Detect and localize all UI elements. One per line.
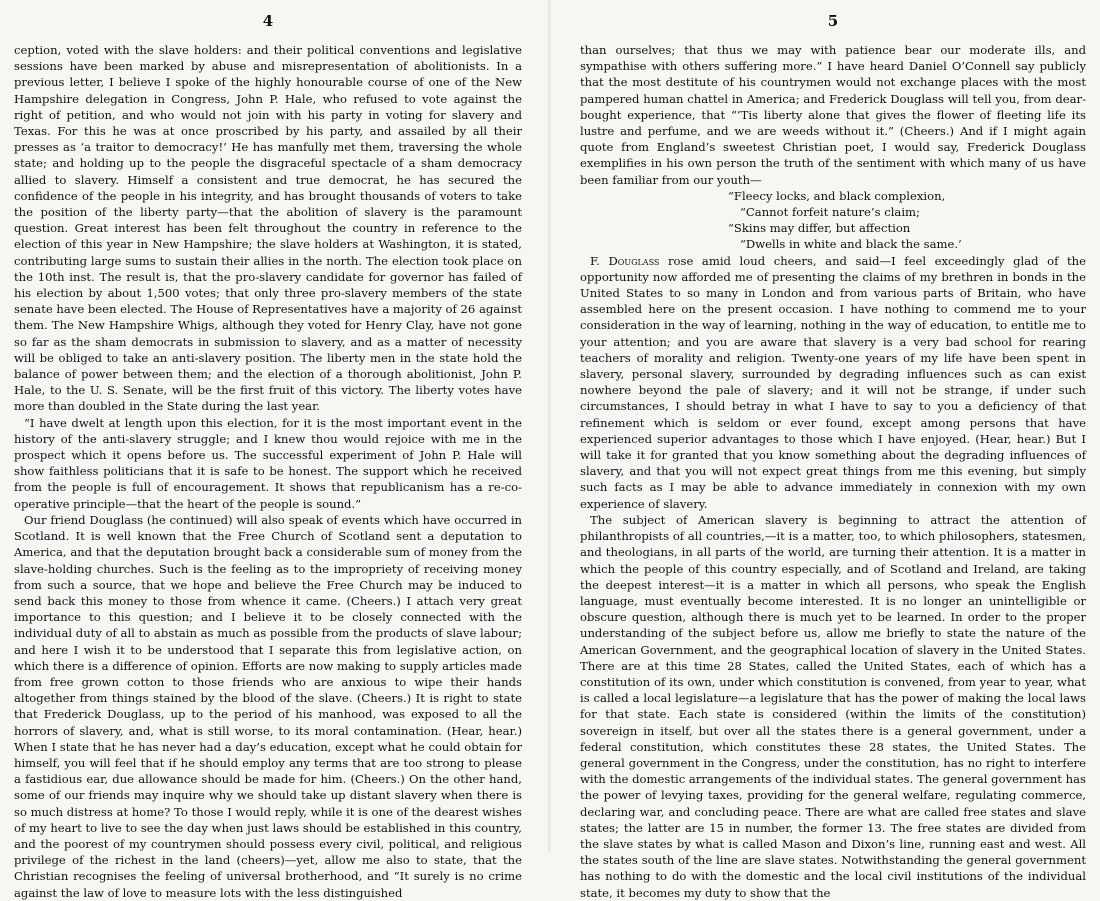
verse-line: “Dwells in white and black the same.’: [740, 237, 962, 252]
paragraph: Our friend Douglass (he continued) will also speak of events which have occurred in Scotland. It is well known that the Free Church of Scotland sent a deputation to America, and that the deputation brought back a considerable sum of money from the slave-holding churches. Such is the feeling as to the impropriety of receiving money from such a source, that we hope and believe the Free Church may be induced to send back this money to those from whence it came. (Cheers.) I attach very great importance to this question; and I believe it to be closely connected with the individual duty of all to abstain as much as possible from the products of slave labour; and here I wish it to be understood that I separate this from legislative action, on which there is a difference of opinion. Efforts are now making to supply articles made from free grown cotton to those friends who are anxious to wipe their hands altogether from things stained by the blood of the slave. (Cheers.) It is right to state that Frederick Douglass, up to the period of his manhood, was exposed to all the horrors of slavery, and, what is still worse, to its moral contamination. (Hear, hear.) When I state that he has never had a day’s education, except what he could obtain for himself, you will feel that if he should employ any terms that are too strong to please a fastidious ear, due allowance should be made for him. (Cheers.) On the other hand, some of our friends may inquire why we should take up distant slavery when there is so much distress at home? To those I would reply, while it is one of the dearest wishes of my heart to live to see the day when just laws should be established in this country, and the poorest of my countrymen should possess every civil, political, and religious privilege of the richest in the land (cheers)—yet, allow me also to state, that the Christian recognises the feeling of universal brotherhood, and “It surely is no crime against the law of love to measure lots with the less distinguished: [14, 512, 522, 900]
verse-line: “Cannot forfeit nature’s claim;: [740, 205, 920, 220]
paragraph: [580, 253, 1086, 512]
paragraph: The subject of American slavery is beginning to attract the attention of philanthropists of all countries,—it is a matter, too, to which philosophers, statesmen, and theologians, in all parts of the world, are turning their attention. It is a matter in which the people of this country especially, and of Scotland and Ireland, are taking the deepest interest—it is a matter in which all persons, who speak the English language, must eventually become interested. It is no longer an unintelligible or obscure question, although there is much yet to be learned. In order to the proper understanding of the subject before us, allow me briefly to state the nature of the American Government, and the geographical location of slavery in the United States. There are at this time 28 States, called the United States, each of which has a constitution of its own, under which constitution is convened, from year to year, what is called a local legislature—a legislature that has the power of making the local laws for that state. Each state is considered (within the limits of the constitution) sovereign in itself, but over all the states there is a general government, under a federal constitution, which constitutes these 28 states, the United States. The general government in the Congress, under the constitution, has no right to interfere with the domestic arrangements of the individual states. The general government has the power of levying taxes, providing for the general welfare, regulating commerce, declaring war, and concluding peace. There are what are called free states and slave states; the latter are 15 in number, the former 13. The free states are divided from the slave states by what is called Mason and Dixon’s line, running east and west. All the states south of the line are slave states. Notwithstanding the general government has nothing to do with the domestic and the local civil institutions of the individual state, it becomes my duty to show that the: [580, 512, 1086, 900]
paragraph-body: rose amid loud cheers, and said—I feel exceedingly glad of the opportunity now afforded me of presenting the claims of my brethren in bonds in the United States to so many in London and from various parts of Britain, who have assembled here on the present occasion. I have nothing to commend me to your consideration in the way of learning, nothing in the way of education, to entitle me to your attention; and you are aware that slavery is a very bad school for rearing teachers of morality and religion. Twenty-one years of my life have been spent in slavery, personal slavery, surrounded by degrading influences such as can exist nowhere beyond the pale of slavery; and it will not be strange, if under such circumstances, I should betray in what I have to say to you a deficiency of that refinement which is seldom or ever found, except among persons that have experienced superior advantages to those which I have enjoyed. (Hear, hear.) But I will take it for granted that you know something about the degrading influences of slavery, and that you will not expect great things from me this evening, but simply such facts as I may be able to advance immediately in connexion with my own experience of slavery.: [580, 253, 1086, 511]
right-page: [552, 0, 1100, 900]
paragraph: ception, voted with the slave holders: and their political conventions and legislative sessions have been marked by abuse and misrepresentation of abolitionists. In a previous letter, I believe I spoke of the highly honourable course of one of the New Hampshire delegation in Congress, John P. Hale, who refused to vote against the right of petition, and who would not join with his party in voting for slavery and Texas. For this he was at once proscribed by his party, and assailed by all their presses as ‘a traitor to democracy!’ He has manfully met them, traversing the whole state; and holding up to the people the disgraceful spectacle of a sham democracy allied to slavery. Himself a consistent and true democrat, he has secured the confidence of the people in his integrity, and has brought thousands of voters to take the position of the liberty party—that the abolition of slavery is the paramount question. Great interest has been felt throughout the country in reference to the election of this year in New Hampshire; the slave holders at Washington, it is stated, contributing large sums to sustain their allies in the north. The election took place on the 10th inst. The result is, that the pro-slavery candidate for governor has failed of his election by about 1,500 votes; that only three pro-slavery members of the state senate have been elected. The House of Representatives have a majority of 26 against them. The New Hampshire Whigs, although they voted for Henry Clay, have not gone so far as the sham democrats in submission to slavery, and as a matter of necessity will be obliged to take an anti-slavery position. The liberty men in the state hold the balance of power between them; and the election of a thorough abolitionist, John P. Hale, to the U. S. Senate, will be the first fruit of this victory. The liberty votes have more than doubled in the State during the last year.: [14, 43, 522, 414]
verse-line: “Skins may differ, but affection: [728, 221, 911, 236]
page-number: 4: [262, 12, 274, 30]
page-number: 5: [827, 12, 839, 30]
right-page-text: [580, 42, 1086, 901]
left-page: [0, 0, 548, 900]
left-page-text: [14, 42, 522, 901]
verse-line: “Fleecy locks, and black complexion,: [728, 188, 946, 203]
paragraph: “I have dwelt at length upon this election, for it is the most important event in the history of the anti-slavery struggle; and I knew thou would rejoice with me in the prospect which it opens before us. The successful experiment of John P. Hale will show faithless politicians that it is safe to be honest. The support which he received from the people is full of encouragement. It shows that republicanism has a re-co-operative principle—that the heart of the people is sound.”: [14, 415, 522, 511]
poem-quote: [728, 188, 1086, 253]
paragraph: than ourselves; that thus we may with patience bear our moderate ills, and sympathise with others suffering more.” I have heard Daniel O’Connell say publicly that the most destitute of his countrymen would not exchange places with the most pampered human chattel in America; and Frederick Douglass will tell you, from dear-bought experience, that “’Tis liberty alone that gives the flower of fleeting life its lustre and perfume, and we are weeds without it.” (Cheers.) And if I might again quote from England’s sweetest Christian poet, I would say, Frederick Douglass exemplifies in his own person the truth of the sentiment with which many of us have been familiar from our youth—: [580, 43, 1086, 187]
speaker-name: F. Douglass: [590, 253, 660, 268]
